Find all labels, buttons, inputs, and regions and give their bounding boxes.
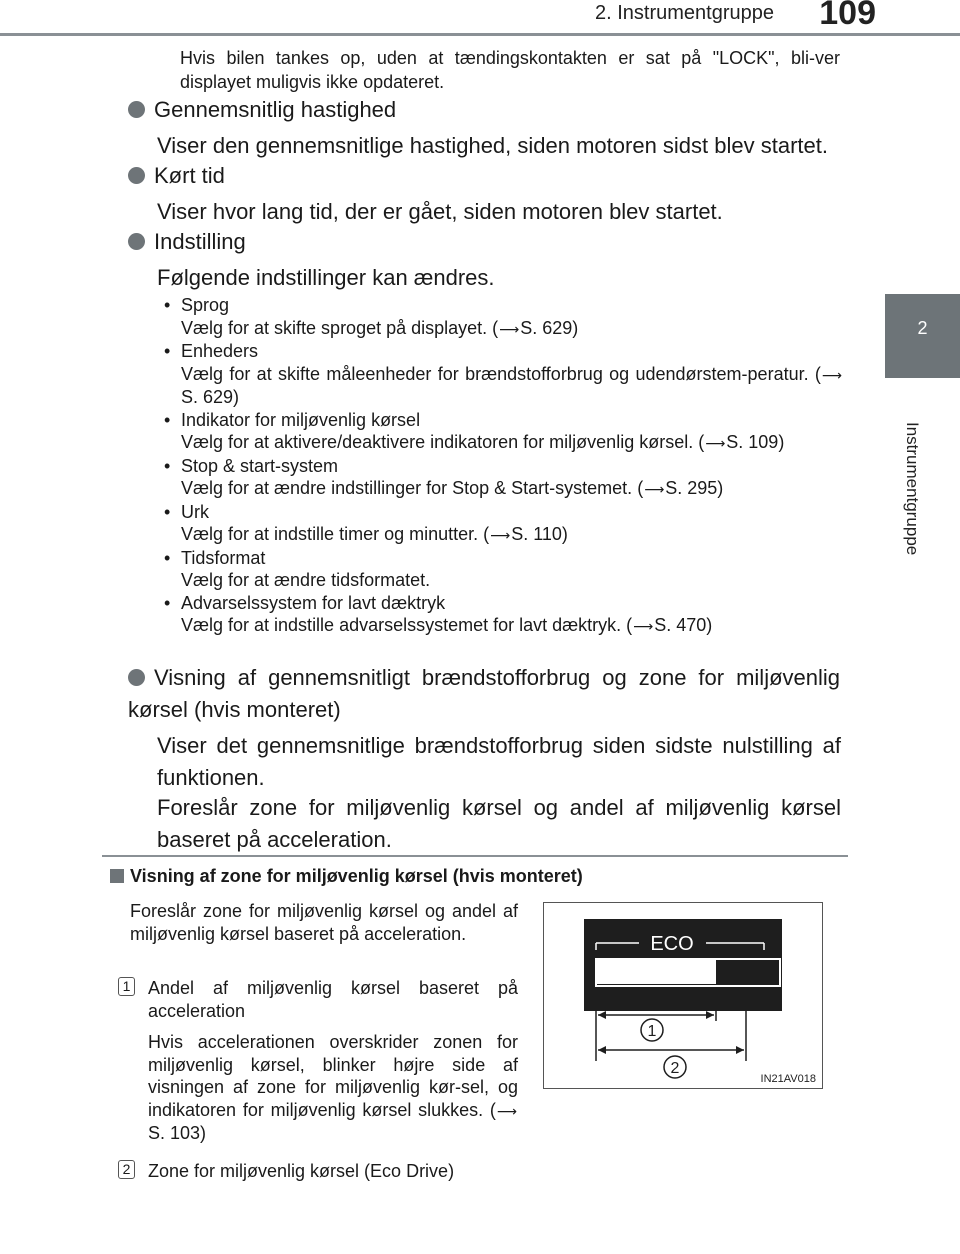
right-arrow-icon: ⟶ (705, 435, 726, 451)
right-arrow-icon: ⟶ (490, 527, 511, 543)
filled-square-icon (110, 869, 124, 883)
filled-circle-icon (128, 233, 145, 250)
running-header-section: 2. Instrumentgruppe (595, 2, 774, 24)
right-arrow-icon: ⟶ (633, 618, 654, 634)
section-body-elapsed-time: Viser hvor lang tid, der er gået, siden motoren blev startet. (157, 199, 723, 224)
page-number: 109 (819, 0, 876, 32)
section-heading-average-speed: Gennemsnitlig hastighed (128, 94, 396, 126)
right-arrow-icon: ⟶ (644, 481, 665, 497)
settings-list (163, 294, 843, 638)
section-divider (102, 855, 848, 857)
subsection-title: Visning af zone for miljøvenlig kørsel (hvis monteret) (110, 866, 583, 887)
list-item: • Stop & start-system Vælg for at ændre indstillinger for Stop & Start-systemet. (⟶S. 295) (163, 455, 843, 501)
right-arrow-icon: ⟶ (499, 320, 520, 337)
section-heading-settings: Indstilling (128, 226, 246, 258)
eco-bar-filled (596, 960, 716, 984)
filled-circle-icon (128, 101, 145, 118)
callout-1-label: 1 (647, 1023, 657, 1040)
right-arrow-icon: ⟶ (496, 1102, 517, 1119)
subsection-intro: Foreslår zone for miljøvenlig kørsel og andel af miljøvenlig kørsel baseret på acceleration. (130, 901, 518, 944)
chapter-tab (885, 294, 960, 378)
item-1-title: Andel af miljøvenlig kørsel baseret på acceleration (148, 978, 518, 1021)
section-heading-elapsed-time: Kørt tid (128, 160, 225, 192)
eco-zone-figure (543, 902, 823, 1089)
header-rule (0, 33, 960, 36)
list-item: • Tidsformat Vælg for at ændre tidsformatet. (163, 547, 843, 592)
section-body-eco-display-1: Viser det gennemsnitlige brændstofforbrug siden sidste nulstilling af funktionen. (157, 733, 841, 790)
callout-marker-2: 2 (118, 1160, 135, 1180)
eco-display-label: ECO (650, 933, 694, 955)
callout-marker-1: 1 (118, 977, 135, 997)
list-item: • Advarselssystem for lavt dæktryk Vælg for at indstille advarselssystemet for lavt dæktryk. (⟶S. 470) (163, 592, 843, 638)
filled-circle-icon (128, 167, 145, 184)
section-heading-eco-display: Visning af gennemsnitligt brændstofforbrug og zone for miljøvenlig kørsel (hvis monteret) (128, 665, 840, 722)
callout-2-label: 2 (670, 1060, 680, 1077)
list-item: • Urk Vælg for at indstille timer og minutter. (⟶S. 110) (163, 501, 843, 547)
eco-zone-diagram (544, 903, 824, 1090)
item-1-body: Hvis accelerationen overskrider zonen for miljøvenlig kørsel, blinker højre side af visningen af zone for miljøvenlig kør-sel, og indikatoren for miljøvenlig kørsel slukkes. (⟶S. 103) (148, 1032, 518, 1143)
section-body-settings: Følgende indstillinger kan ændres. (157, 265, 495, 290)
list-item: • Indikator for miljøvenlig kørsel Vælg for at aktivere/deaktivere indikatoren for miljøvenlig kørsel. (⟶S. 109) (163, 409, 843, 455)
section-body-eco-display-2: Foreslår zone for miljøvenlig kørsel og andel af miljøvenlig kørsel baseret på acceleration. (157, 795, 841, 852)
right-arrow-icon: ⟶ (821, 366, 842, 383)
filled-circle-icon (128, 669, 145, 686)
chapter-tab-number: 2 (917, 318, 928, 338)
figure-code: IN21AV018 (760, 1073, 816, 1085)
chapter-tab-label: Instrumentgruppe (903, 422, 922, 556)
list-item: • Sprog Vælg for at skifte sproget på displayet. (⟶S. 629) (163, 294, 843, 340)
section-body-average-speed: Viser den gennemsnitlige hastighed, siden motoren sidst blev startet. (157, 133, 828, 158)
intro-note: Hvis bilen tankes op, uden at tændingskontakten er sat på "LOCK", bli-ver displayet muligvis ikke opdateret. (180, 48, 840, 92)
item-2-title: Zone for miljøvenlig kørsel (Eco Drive) (148, 1161, 455, 1181)
list-item: • Enheders Vælg for at skifte måleenheder for brændstofforbrug og udendørstem-peratur. (⟶S. 629) (163, 340, 843, 409)
